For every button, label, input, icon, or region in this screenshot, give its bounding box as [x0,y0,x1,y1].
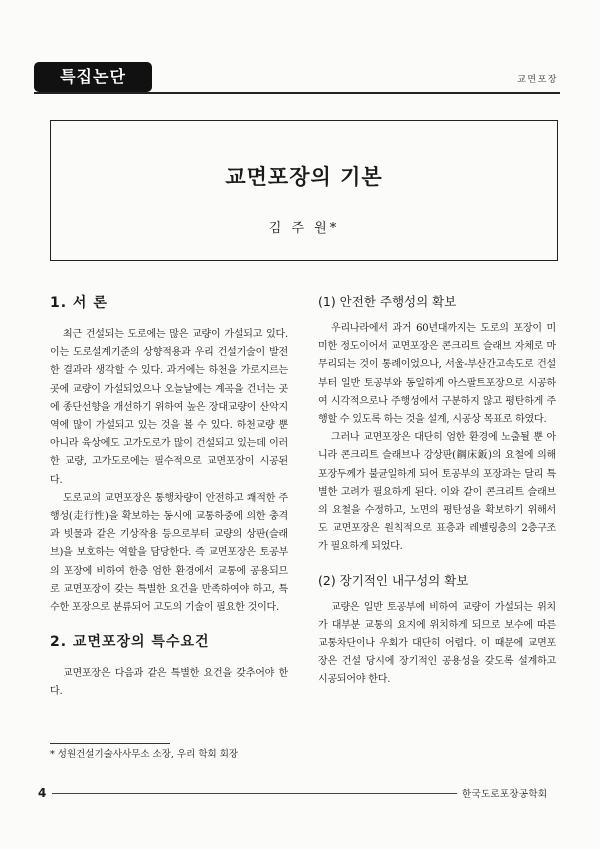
article-author: 김 주 원* [268,221,340,236]
article-title: 교면포장의 기본 [225,165,383,189]
body-paragraph: 우리나라에서 과거 60년대까지는 도로의 포장이 미미한 정도이어서 교면포장은 콘크리트 슬래브 자체로 마무리되는 것이 통례이었으나, 서울-부산간고속도로 건설부터 일반 토공부와 동일하게 아스팔트포장으로 시공하여 시각적으로나 주행성에서 구분하지 않고 평탄하게 주행할 수 있도록 하는 것을 설계, 시공상 목표로 하였다. [318,323,556,426]
body-paragraph: 교량은 일반 토공부에 비하여 교량이 가설되는 위치가 대부분 교통의 요지에 위치하게 되므로 보수에 따른 교통차단이나 우회가 대단히 어렵다. 이 때문에 교면포장은 건설 당시에 장기적인 공용성을 갖도록 설계하고 시공되어야 한다. [318,601,556,686]
body-paragraph: 최근 건설되는 도로에는 많은 교량이 가설되고 있다. 이는 도로설계기준의 상향적용과 우리 건설기술이 발전한 결과라 생각할 수 있다. 과거에는 하천을 가로지르는 곳에 교량이 가설되었으나 오늘날에는 계곡을 건너는 곳에 종단선향을 개선하기 위하여 높은 장대교량이 산악지역에 많이 가설되고 있는 것을 볼 수 있다. 하천교량 뿐 아니라 육상에도 고가도로가 많이 건설되고 있는데 이러한 교량, 고가도로에는 필수적으로 교면포장이 시공된다. [50,329,288,486]
running-header: 교면포장 [517,75,558,85]
title-box [50,120,558,261]
body-paragraph: 그러나 교면포장은 대단히 엄한 환경에 노출될 뿐 아니라 콘크리트 슬래브나 강상판(鋼床鈑)의 요철에 의해 포장두께가 불균일하게 되어 토공부의 포장과는 달리 특별한 고려가 필요하게 된다. 이와 같이 콘크리트 슬래브의 요철을 수정하고, 노면의 평탄성을 확보하기 위해서도 교면포장은 원칙적으로 표층과 레벨링층의 2층구조가 필요하게 되었다. [318,432,556,553]
author-footnote: * 성원건설기술사사무소 소장, 우리 학회 회장 [50,749,239,760]
left-column [50,292,288,702]
subsection-heading-safety: (1) 안전한 주행성의 확보 [318,294,457,309]
section-heading-intro: 1. 서 론 [50,295,108,311]
footnote-rule [50,743,170,744]
subsection-heading-durability: (2) 장기적인 내구성의 확보 [318,572,469,588]
right-column [318,292,556,690]
header-rule [34,92,560,94]
body-paragraph: 도로교의 교면포장은 통행차량이 안전하고 쾌적한 주행성(走行性)을 확보하는 동시에 교통하중에 의한 충격과 빗물과 같은 기상작용 등으로부터 교량의 상판(슬래브)을 보호하는 역할을 담당한다. 즉 교면포장은 토공부의 포장에 비하여 한층 엄한 환경에서 교통에 공용되므로 교면포장이 갖는 특별한 요건을 만족하여야 하고, 특수한 포장으로 분류되어 고도의 기술이 필요한 것이다. [50,492,288,614]
body-paragraph: 교면포장은 다음과 같은 특별한 요건을 갖추어야 한다. [50,668,288,698]
feature-tag: 특집논단 [34,62,152,92]
footer-rule [52,793,457,794]
society-name: 한국도로포장공학회 [462,789,548,800]
section-heading-requirements: 2. 교면포장의 특수요건 [50,634,210,651]
page-number: 4 [38,786,47,800]
